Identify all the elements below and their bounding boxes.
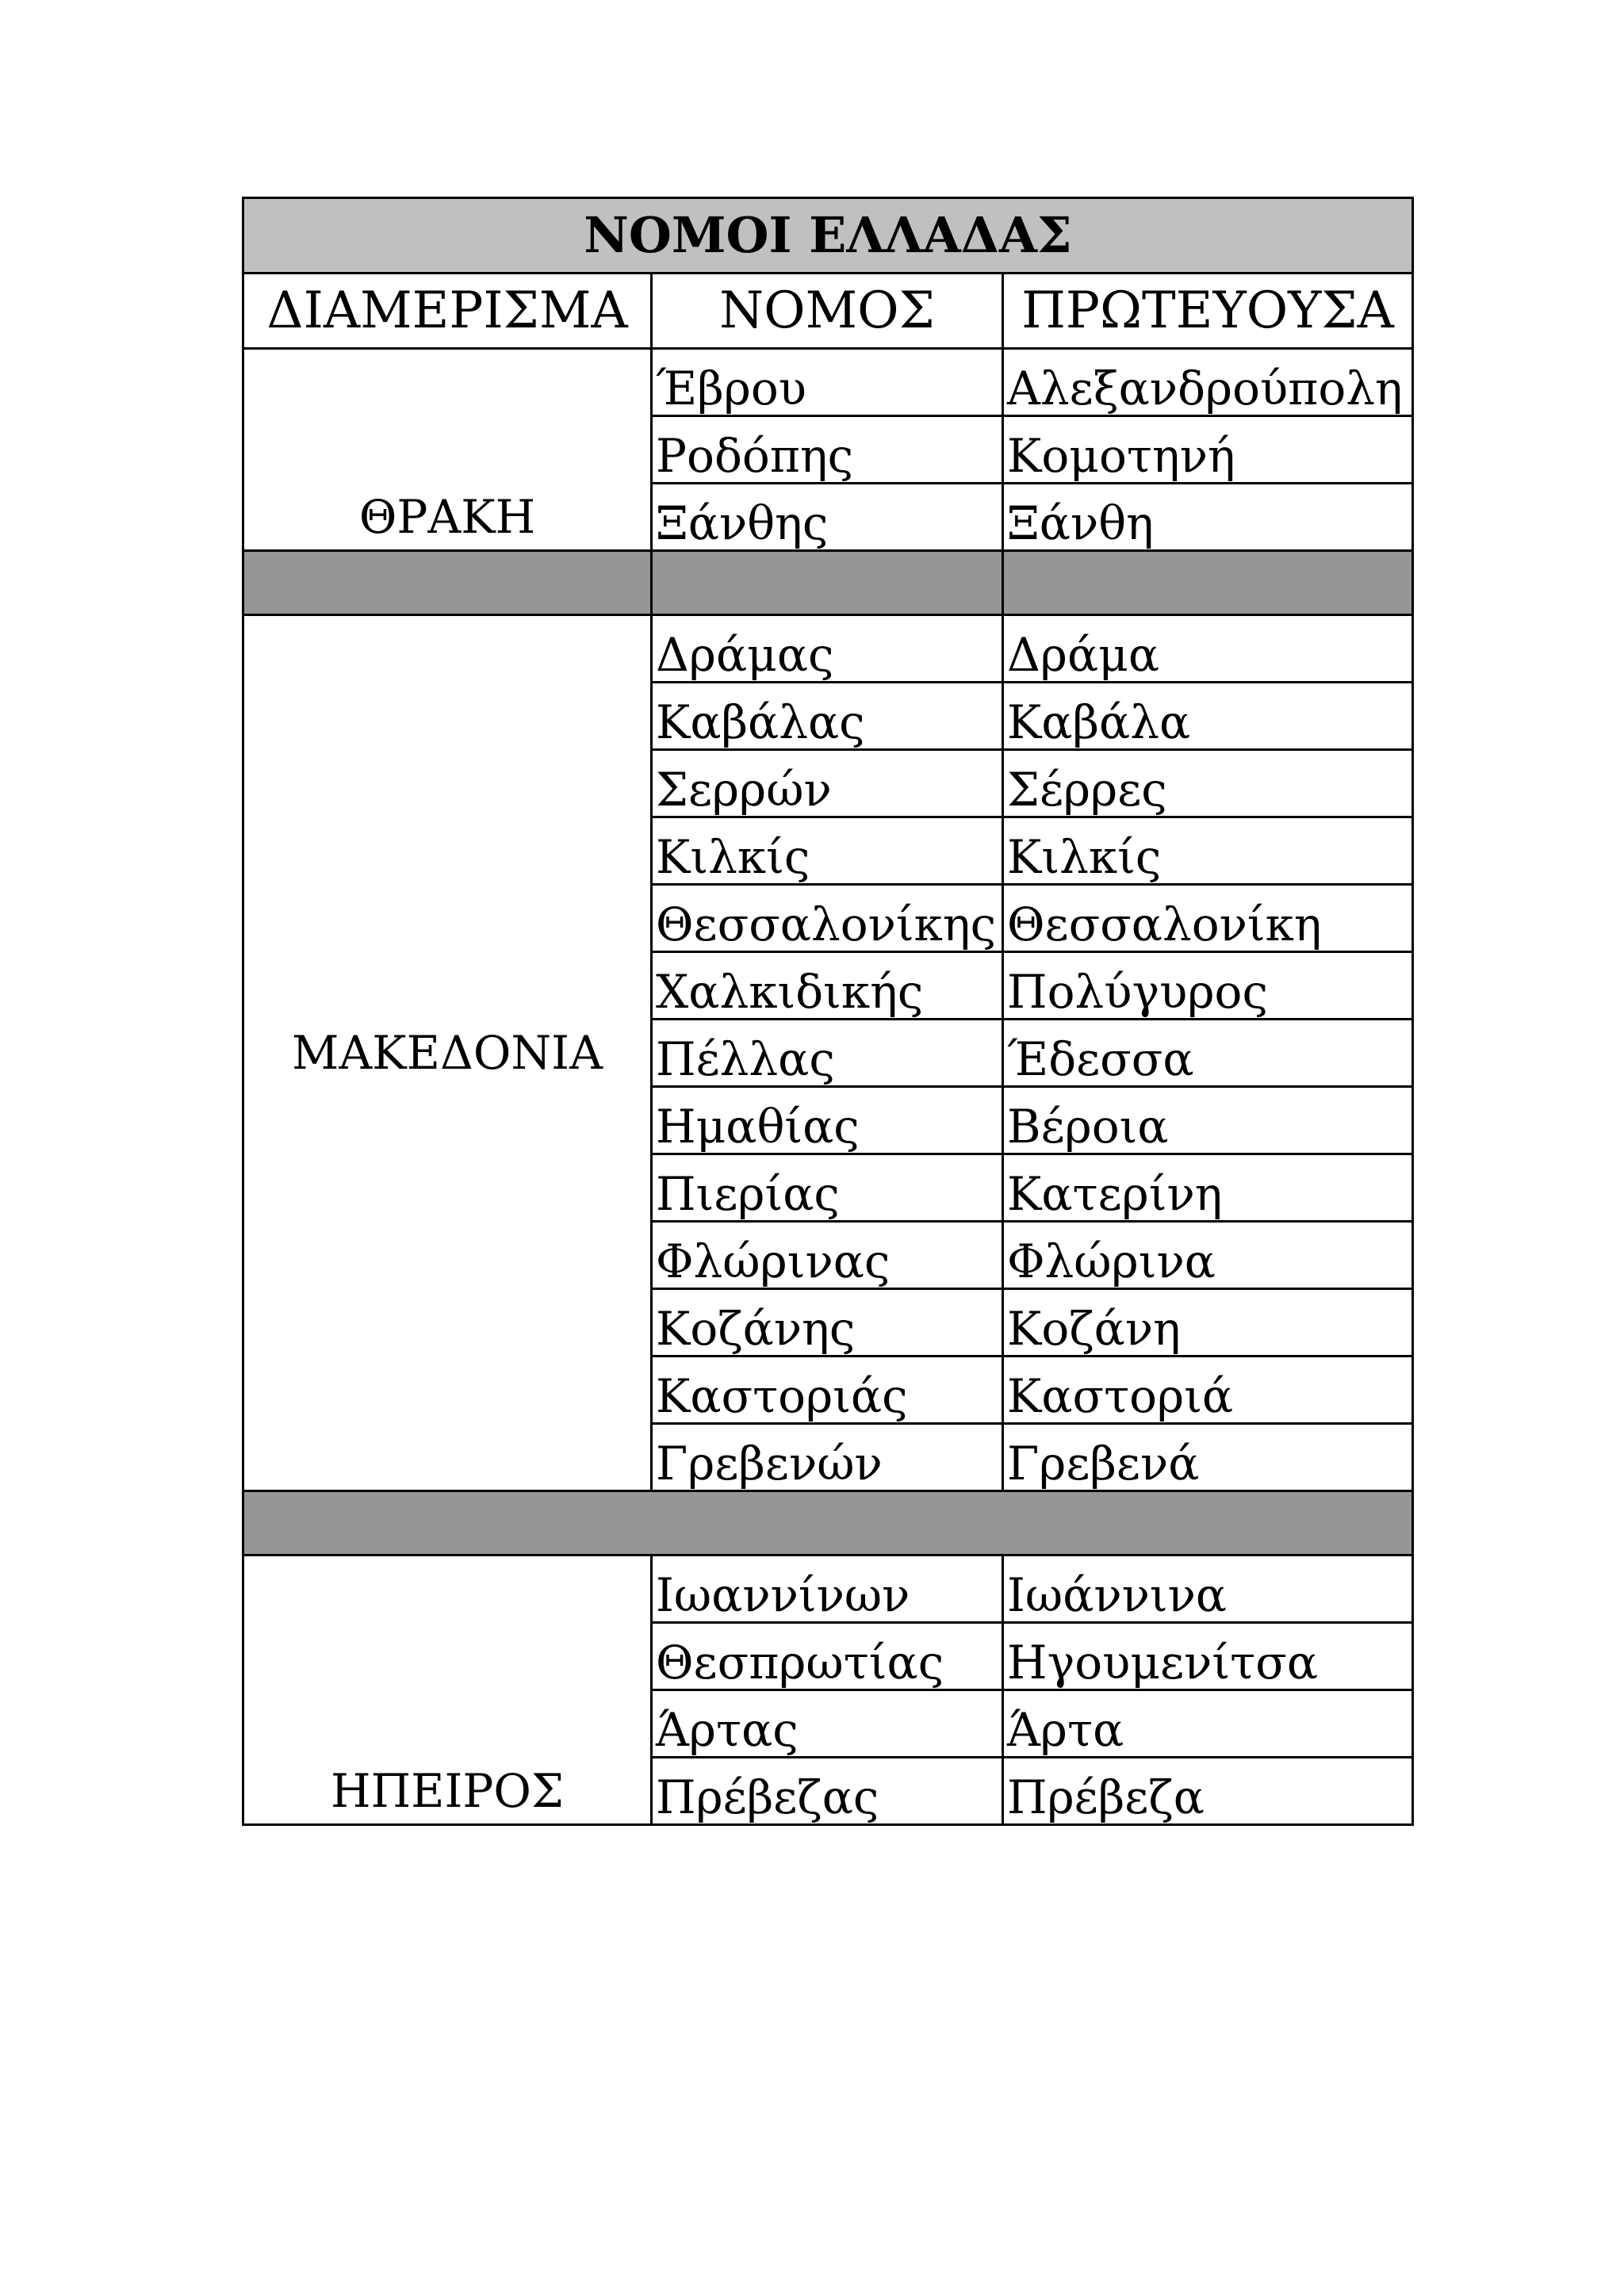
capital-cell: Κοζάνη [1003,1289,1413,1357]
prefecture-cell: Χαλκιδικής [652,952,1003,1020]
table-title: ΝΟΜΟΙ ΕΛΛΑΔΑΣ [243,198,1413,274]
capital-cell: Κατερίνη [1003,1154,1413,1222]
separator-cell [243,1491,1413,1556]
capital-cell: Άρτα [1003,1690,1413,1758]
separator-cell [1003,551,1413,615]
prefecture-cell: Σερρών [652,750,1003,817]
region-thrace: ΘΡΑΚΗ [243,349,652,551]
prefecture-cell: Δράμας [652,615,1003,683]
prefecture-cell: Κιλκίς [652,817,1003,885]
header-capital: ΠΡΩΤΕΥΟΥΣΑ [1003,274,1413,349]
capital-cell: Θεσσαλονίκη [1003,885,1413,952]
prefecture-cell: Γρεβενών [652,1424,1003,1491]
capital-cell: Πρέβεζα [1003,1758,1413,1825]
capital-cell: Πολύγυρος [1003,952,1413,1020]
capital-cell: Έδεσσα [1003,1020,1413,1087]
table-row [243,1556,1413,1623]
prefecture-cell: Άρτας [652,1690,1003,1758]
prefecture-cell: Πρέβεζας [652,1758,1003,1825]
separator-cell [243,551,652,615]
capital-cell: Βέροια [1003,1087,1413,1154]
capital-cell: Καστοριά [1003,1357,1413,1424]
header-prefecture: ΝΟΜΟΣ [652,274,1003,349]
prefecture-cell: Θεσπρωτίας [652,1623,1003,1690]
prefecture-cell: Ξάνθης [652,484,1003,551]
table-row [243,349,1413,416]
prefecture-cell: Καστοριάς [652,1357,1003,1424]
separator-cell [652,551,1003,615]
prefecture-cell: Έβρου [652,349,1003,416]
capital-cell: Σέρρες [1003,750,1413,817]
capital-cell: Δράμα [1003,615,1413,683]
title-row [243,198,1413,274]
capital-cell: Καβάλα [1003,683,1413,750]
capital-cell: Ιωάννινα [1003,1556,1413,1623]
capital-cell: Κιλκίς [1003,817,1413,885]
prefecture-cell: Καβάλας [652,683,1003,750]
prefecture-cell: Ροδόπης [652,416,1003,484]
capital-cell: Ηγουμενίτσα [1003,1623,1413,1690]
prefectures-table [242,197,1414,1826]
capital-cell: Φλώρινα [1003,1222,1413,1289]
prefecture-cell: Πέλλας [652,1020,1003,1087]
capital-cell: Κομοτηνή [1003,416,1413,484]
prefecture-cell: Κοζάνης [652,1289,1003,1357]
header-row [243,274,1413,349]
region-epirus: ΗΠΕΙΡΟΣ [243,1556,652,1825]
prefecture-cell: Ιωαννίνων [652,1556,1003,1623]
prefecture-cell: Θεσσαλονίκης [652,885,1003,952]
capital-cell: Αλεξανδρούπολη [1003,349,1413,416]
region-macedonia: ΜΑΚΕΔΟΝΙΑ [243,615,652,1491]
prefecture-cell: Φλώρινας [652,1222,1003,1289]
separator-row [243,551,1413,615]
capital-cell: Γρεβενά [1003,1424,1413,1491]
separator-row [243,1491,1413,1556]
prefecture-cell: Ημαθίας [652,1087,1003,1154]
table-row [243,615,1413,683]
header-region: ΔΙΑΜΕΡΙΣΜΑ [243,274,652,349]
capital-cell: Ξάνθη [1003,484,1413,551]
prefecture-cell: Πιερίας [652,1154,1003,1222]
